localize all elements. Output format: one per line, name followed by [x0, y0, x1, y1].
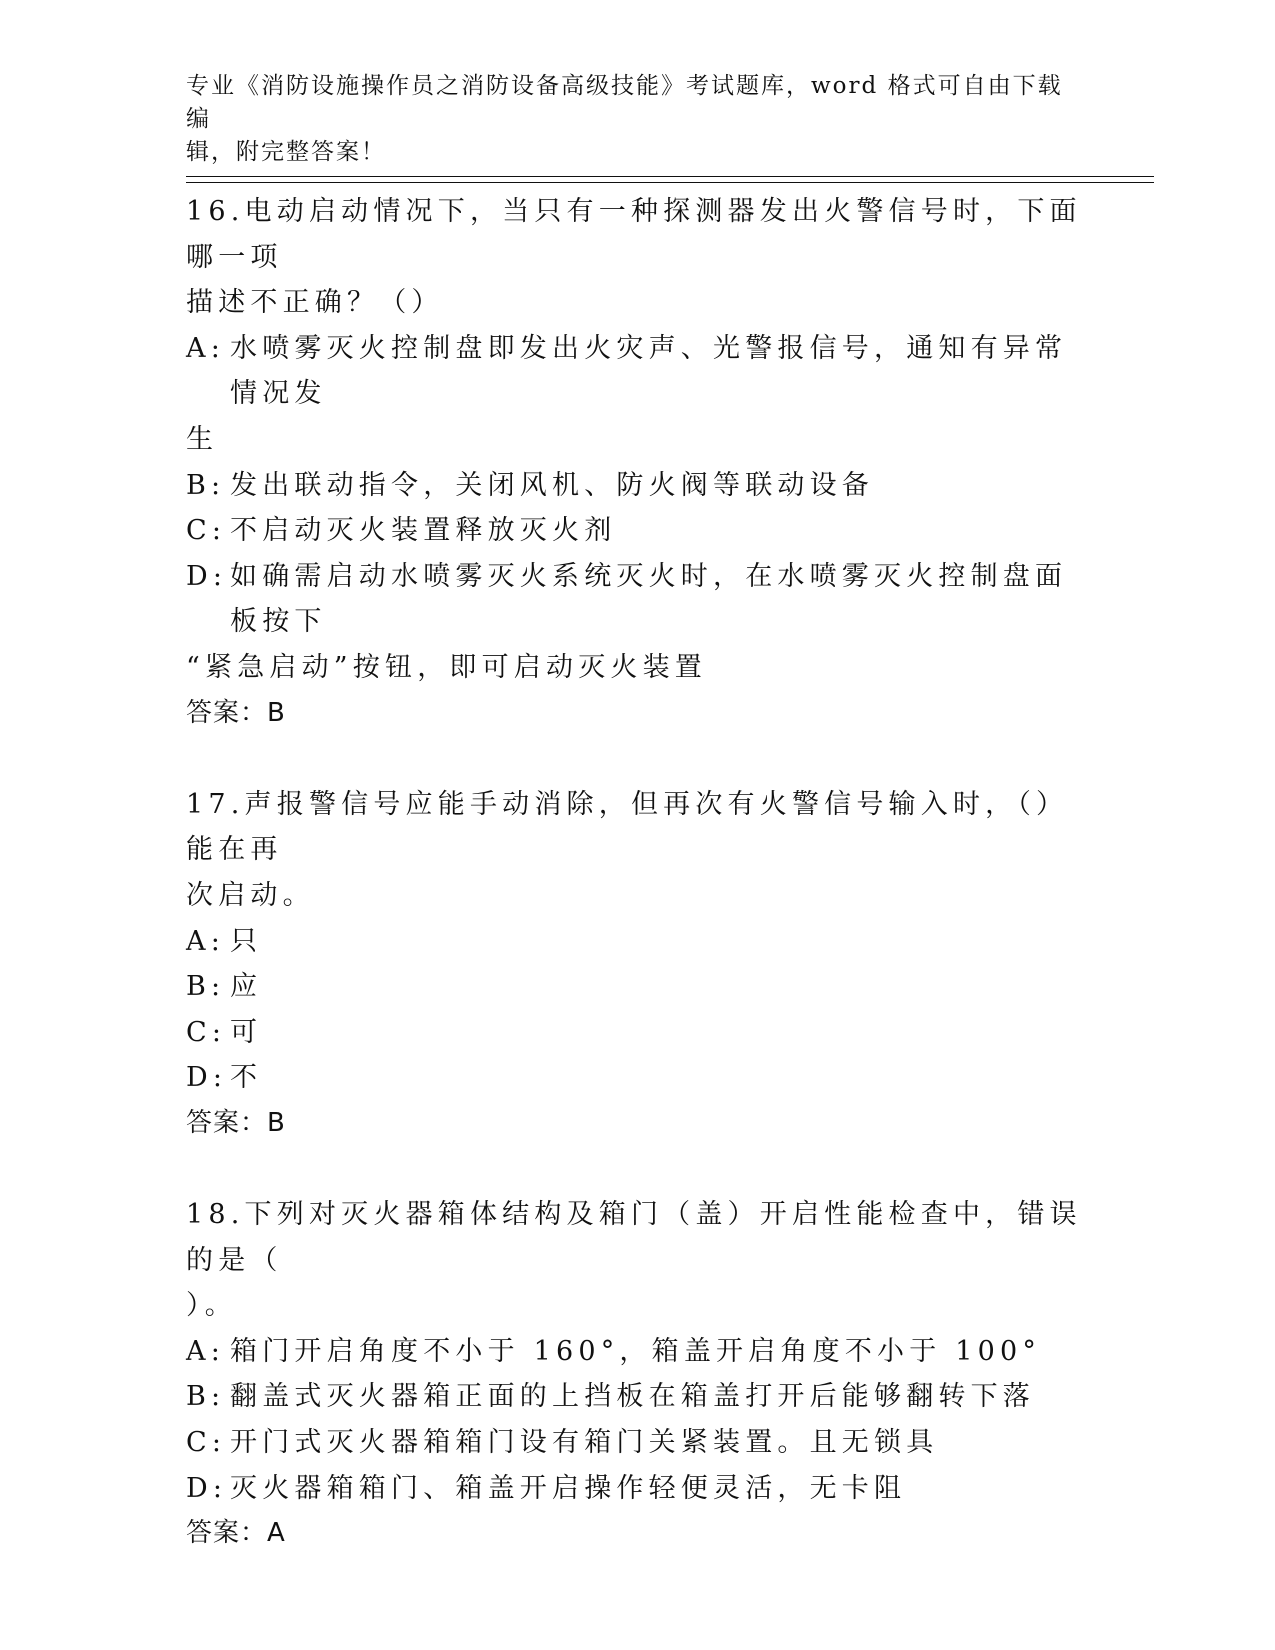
- option-a: [186, 1329, 1086, 1375]
- option-text: 不: [230, 1062, 263, 1094]
- header-line-1: 专业《消防设施操作员之消防设备高级技能》考试题库，word 格式可自由下载编: [186, 73, 1063, 132]
- option-key: B:: [186, 1381, 226, 1413]
- document-header: [186, 70, 1076, 169]
- stem-line: 次启动。: [186, 879, 315, 911]
- option-c: [186, 508, 1086, 554]
- option-b: [186, 463, 1086, 509]
- option-text: 箱门开启角度不小于 160°，箱盖开启角度不小于 100°: [230, 1335, 1042, 1367]
- header-line-2: 辑，附完整答案！: [186, 139, 386, 165]
- question-stem: [186, 782, 1086, 919]
- answer-label: 答案：A: [186, 1518, 286, 1549]
- question-17: [186, 782, 1086, 1147]
- option-key: C:: [186, 1016, 227, 1048]
- option-c: [186, 1010, 1086, 1056]
- question-16: [186, 189, 1086, 736]
- option-d-continuation: “紧急启动”按钮，即可启动灭火装置: [186, 651, 708, 683]
- option-b: [186, 964, 1086, 1010]
- header-divider-top: [186, 176, 1154, 177]
- option-text: 只: [230, 925, 263, 957]
- question-stem: [186, 189, 1086, 326]
- option-key: A:: [186, 1335, 225, 1367]
- option-text: [230, 326, 1086, 417]
- option-text: 开门式灭火器箱箱门设有箱门关紧装置。且无锁具: [230, 1427, 939, 1459]
- question-spacer: [186, 1146, 1086, 1192]
- question-stem: [186, 1192, 1086, 1329]
- answer-label: 答案：B: [186, 697, 286, 728]
- option-key: D:: [186, 1472, 228, 1504]
- question-list: [186, 189, 1086, 1557]
- option-line: 水喷雾灭火控制盘即发出火灾声、光警报信号，通知有异常情况发: [230, 332, 1068, 410]
- option-text: 如确需启动水喷雾灭火系统灭火时，在水喷雾灭火控制盘面板按下: [230, 560, 1068, 638]
- option-text: 可: [230, 1016, 263, 1048]
- option-key: B:: [186, 971, 226, 1003]
- option-a-continuation: 生: [186, 423, 219, 455]
- option-key: D:: [186, 560, 228, 592]
- option-key: C:: [186, 515, 227, 547]
- stem-line: 描述不正确？（）: [186, 287, 444, 319]
- option-text: 应: [230, 971, 263, 1003]
- option-d: [186, 1055, 1086, 1101]
- option-b: [186, 1374, 1086, 1420]
- stem-line: 17.声报警信号应能手动消除，但再次有火警信号输入时，（）能在再: [186, 788, 1069, 866]
- option-key: A:: [186, 332, 225, 364]
- question-18: [186, 1192, 1086, 1557]
- option-text: 灭火器箱箱门、箱盖开启操作轻便灵活，无卡阻: [230, 1472, 907, 1504]
- stem-line: 18.下列对灭火器箱体结构及箱门（盖）开启性能检查中，错误的是（: [186, 1199, 1082, 1276]
- option-text: 翻盖式灭火器箱正面的上挡板在箱盖打开后能够翻转下落: [230, 1381, 1035, 1413]
- option-key: D:: [186, 1062, 228, 1094]
- option-d: [186, 1466, 1086, 1512]
- option-a: [186, 326, 1086, 417]
- option-key: A:: [186, 925, 225, 957]
- question-spacer: [186, 736, 1086, 782]
- answer-label: 答案：B: [186, 1107, 286, 1138]
- header-divider-bottom: [186, 182, 1154, 183]
- option-key: C:: [186, 1427, 227, 1459]
- option-a: [186, 919, 1086, 965]
- option-key: B:: [186, 469, 226, 501]
- stem-line: ）。: [186, 1290, 237, 1322]
- option-c: [186, 1420, 1086, 1466]
- option-text: 不启动灭火装置释放灭火剂: [230, 515, 617, 547]
- option-d: [186, 554, 1086, 645]
- stem-line: 16.电动启动情况下，当只有一种探测器发出火警信号时，下面哪一项: [186, 196, 1082, 273]
- option-text: 发出联动指令，关闭风机、防火阀等联动设备: [230, 469, 874, 501]
